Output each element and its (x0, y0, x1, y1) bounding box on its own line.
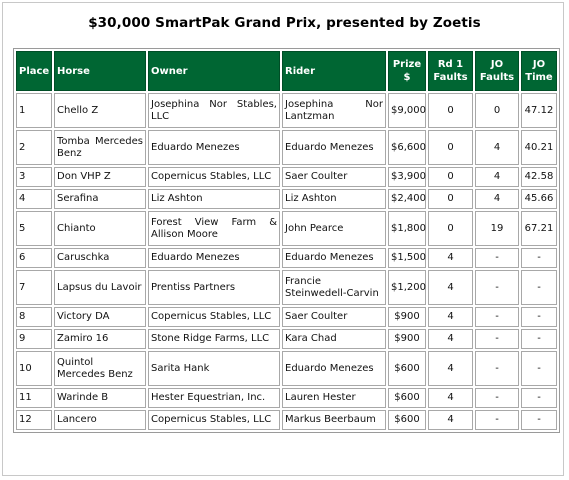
column-header-jo-faults: JO Faults (475, 51, 519, 91)
table-row (16, 130, 557, 165)
cell-jo-time: - (521, 410, 557, 430)
cell-rider: Eduardo Menezes (282, 351, 386, 386)
cell-prize: $6,600 (388, 130, 426, 165)
cell-rd1-faults: 4 (428, 270, 473, 305)
cell-rd1-faults: 4 (428, 307, 473, 327)
cell-horse: Lancero (54, 410, 146, 430)
cell-place: 12 (16, 410, 52, 430)
column-header-rd1-faults: Rd 1 Faults (428, 51, 473, 91)
cell-place: 2 (16, 130, 52, 165)
cell-horse: Victory DA (54, 307, 146, 327)
column-header-horse: Horse (54, 51, 146, 91)
cell-jo-time: - (521, 307, 557, 327)
table-row (16, 211, 557, 246)
cell-jo-faults: - (475, 270, 519, 305)
table-row (16, 93, 557, 128)
cell-rd1-faults: 0 (428, 211, 473, 246)
cell-jo-faults: - (475, 410, 519, 430)
cell-horse: Chianto (54, 211, 146, 246)
cell-horse: Tomba Mercedes Benz (54, 130, 146, 165)
cell-owner: Prentiss Partners (148, 270, 280, 305)
table-row (16, 329, 557, 349)
cell-rider: Eduardo Menezes (282, 248, 386, 268)
cell-rd1-faults: 4 (428, 351, 473, 386)
cell-prize: $2,400 (388, 189, 426, 209)
cell-jo-faults: 4 (475, 130, 519, 165)
cell-rider: John Pearce (282, 211, 386, 246)
cell-prize: $600 (388, 388, 426, 408)
cell-prize: $900 (388, 329, 426, 349)
column-header-jo-time: JO Time (521, 51, 557, 91)
cell-prize: $1,200 (388, 270, 426, 305)
cell-prize: $1,500 (388, 248, 426, 268)
cell-owner: Josephina Nor Stables, LLC (148, 93, 280, 128)
cell-prize: $1,800 (388, 211, 426, 246)
cell-jo-time: - (521, 329, 557, 349)
cell-jo-faults: - (475, 351, 519, 386)
cell-jo-time: 45.66 (521, 189, 557, 209)
cell-prize: $600 (388, 410, 426, 430)
cell-place: 11 (16, 388, 52, 408)
cell-owner: Sarita Hank (148, 351, 280, 386)
cell-horse: Lapsus du Lavoir (54, 270, 146, 305)
cell-jo-faults: 19 (475, 211, 519, 246)
cell-rd1-faults: 0 (428, 93, 473, 128)
cell-rider: Eduardo Menezes (282, 130, 386, 165)
cell-place: 5 (16, 211, 52, 246)
cell-rd1-faults: 0 (428, 167, 473, 187)
cell-prize: $900 (388, 307, 426, 327)
cell-owner: Hester Equestrian, Inc. (148, 388, 280, 408)
cell-rider: Lauren Hester (282, 388, 386, 408)
cell-horse: Don VHP Z (54, 167, 146, 187)
cell-jo-faults: - (475, 307, 519, 327)
cell-horse: Zamiro 16 (54, 329, 146, 349)
cell-horse: Chello Z (54, 93, 146, 128)
table-row (16, 307, 557, 327)
cell-jo-faults: - (475, 248, 519, 268)
cell-rd1-faults: 0 (428, 130, 473, 165)
cell-owner: Copernicus Stables, LLC (148, 410, 280, 430)
cell-place: 9 (16, 329, 52, 349)
column-header-owner: Owner (148, 51, 280, 91)
cell-horse: Quintol Mercedes Benz (54, 351, 146, 386)
cell-prize: $600 (388, 351, 426, 386)
cell-owner: Liz Ashton (148, 189, 280, 209)
cell-rd1-faults: 4 (428, 329, 473, 349)
cell-place: 10 (16, 351, 52, 386)
cell-rider: Saer Coulter (282, 307, 386, 327)
cell-jo-time: 47.12 (521, 93, 557, 128)
cell-rider: Markus Beerbaum (282, 410, 386, 430)
cell-rider: Liz Ashton (282, 189, 386, 209)
cell-horse: Warinde B (54, 388, 146, 408)
cell-jo-time: 42.58 (521, 167, 557, 187)
cell-owner: Copernicus Stables, LLC (148, 167, 280, 187)
cell-owner: Eduardo Menezes (148, 130, 280, 165)
cell-jo-time: 67.21 (521, 211, 557, 246)
cell-jo-time: - (521, 388, 557, 408)
cell-prize: $3,900 (388, 167, 426, 187)
cell-jo-faults: - (475, 329, 519, 349)
cell-jo-time: - (521, 351, 557, 386)
cell-rd1-faults: 4 (428, 248, 473, 268)
results-table (13, 48, 560, 433)
cell-prize: $9,000 (388, 93, 426, 128)
cell-place: 4 (16, 189, 52, 209)
cell-horse: Serafina (54, 189, 146, 209)
table-row (16, 270, 557, 305)
cell-rider: Josephina Nor Lantzman (282, 93, 386, 128)
cell-owner: Copernicus Stables, LLC (148, 307, 280, 327)
cell-rider: Saer Coulter (282, 167, 386, 187)
page-title: $30,000 SmartPak Grand Prix, presented by Zoetis (88, 15, 481, 31)
cell-rd1-faults: 4 (428, 410, 473, 430)
table-header-row (16, 51, 557, 91)
cell-rider: Kara Chad (282, 329, 386, 349)
cell-jo-time: - (521, 270, 557, 305)
cell-jo-time: - (521, 248, 557, 268)
cell-place: 8 (16, 307, 52, 327)
column-header-place: Place (16, 51, 52, 91)
cell-rd1-faults: 0 (428, 189, 473, 209)
cell-jo-faults: 4 (475, 167, 519, 187)
cell-horse: Caruschka (54, 248, 146, 268)
column-header-prize: Prize $ (388, 51, 426, 91)
table-row (16, 410, 557, 430)
cell-place: 7 (16, 270, 52, 305)
table-row (16, 189, 557, 209)
table-row (16, 248, 557, 268)
cell-place: 6 (16, 248, 52, 268)
cell-rd1-faults: 4 (428, 388, 473, 408)
table-row (16, 351, 557, 386)
cell-owner: Eduardo Menezes (148, 248, 280, 268)
cell-place: 3 (16, 167, 52, 187)
cell-jo-time: 40.21 (521, 130, 557, 165)
cell-rider: Francie Steinwedell-Carvin (282, 270, 386, 305)
table-row (16, 388, 557, 408)
cell-owner: Stone Ridge Farms, LLC (148, 329, 280, 349)
cell-jo-faults: 0 (475, 93, 519, 128)
cell-jo-faults: 4 (475, 189, 519, 209)
column-header-rider: Rider (282, 51, 386, 91)
cell-place: 1 (16, 93, 52, 128)
cell-jo-faults: - (475, 388, 519, 408)
cell-owner: Forest View Farm & Allison Moore (148, 211, 280, 246)
table-row (16, 167, 557, 187)
